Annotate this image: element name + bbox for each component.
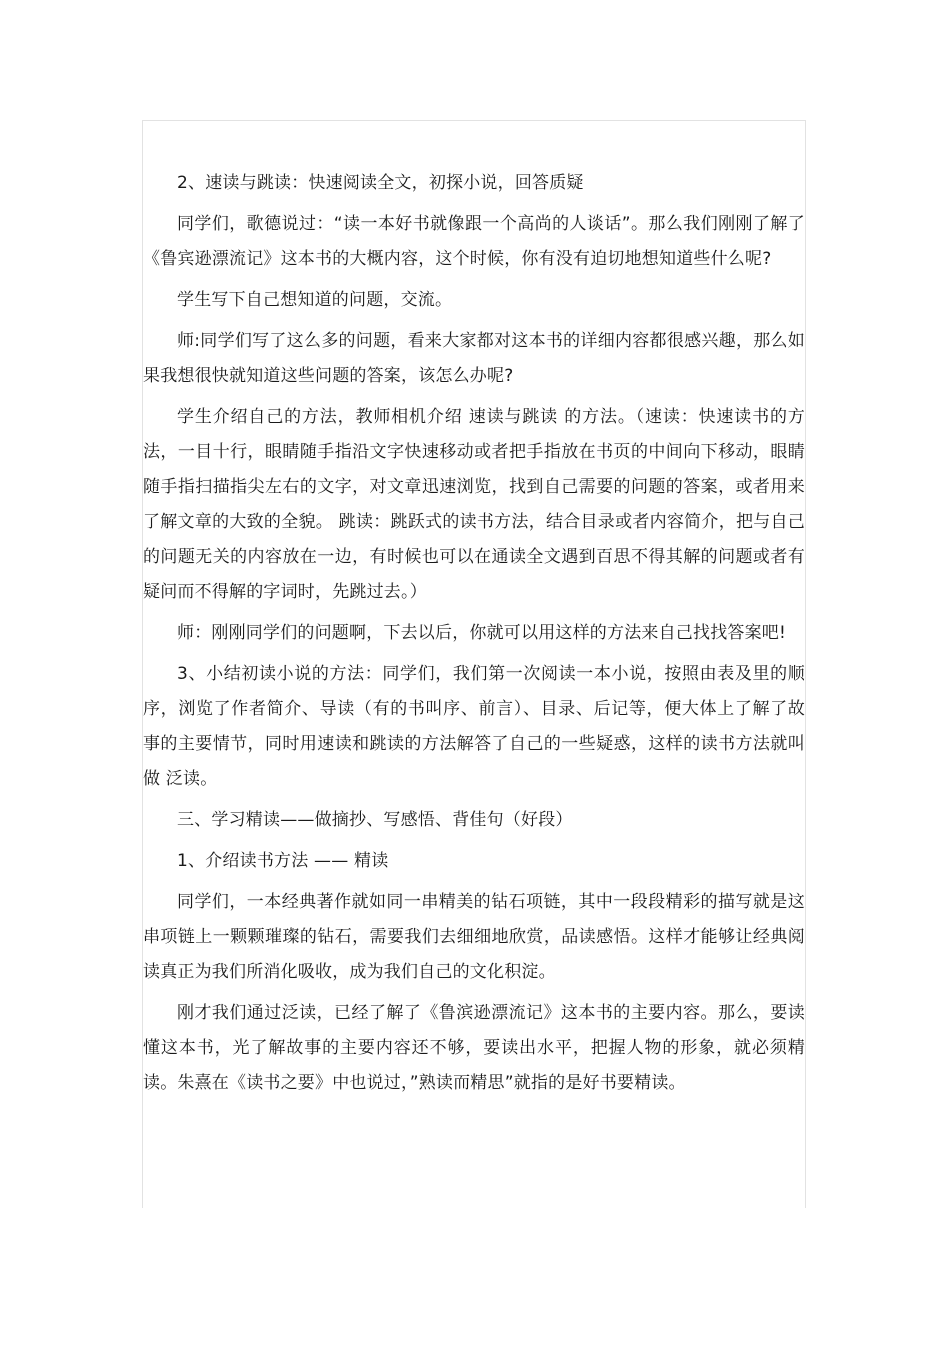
paragraph-teacher-answer: 师：刚刚同学们的问题啊，下去以后，你就可以用这样的方法来自己找找答案吧! xyxy=(177,623,787,643)
paragraph-diamond-necklace: 同学们，一本经典著作就如同一串精美的钻石项链，其中一段段精彩的描写就是这串项链上一颗颗璀璨的钻石，需要我们去细细地欣赏，品读感悟。这样才能够让经典阅读真正为我们所消化吸收，成为我们自己的文化积淀。 xyxy=(143,892,805,982)
paragraph-goethe-quote: 同学们，歌德说过：“读一本好书就像跟一个高尚的人谈话”。那么我们刚刚了解了《鲁宾逊漂流记》这本书的大概内容，这个时候，你有没有迫切地想知道些什么呢? xyxy=(143,214,805,269)
section-heading-intensive-reading: 三、学习精读——做摘抄、写感悟、背佳句（好段） xyxy=(177,810,573,830)
paragraph-method-intro: 学生介绍自己的方法，教师相机介绍 速读与跳读 的方法。（速读：快速读书的方法，一目十行，眼睛随手指沿文字快速移动或者把手指放在书页的中间向下移动，眼睛随手指扫描指尖左右的文字，对文章迅速浏览，找到自己需要的问题的答案，或者用来了解文章的大致的全貌。 跳读：跳跃式的读书方法，结合目录或者内容简介，把与自己的问题无关的内容放在一边，有时候也可以在通读全文遇到百思不得其解的问题或者有疑问而不得解的字词时，先跳过去。） xyxy=(143,407,805,602)
paragraph-summary-skim: 3、小结初读小说的方法：同学们，我们第一次阅读一本小说，按照由表及里的顺序，浏览了作者简介、导读（有的书叫序、前言）、目录、后记等，便大体上了解了故事的主要情节，同时用速读和跳读的方法解答了自己的一些疑惑，这样的读书方法就叫做 泛读。 xyxy=(143,664,805,789)
document-body xyxy=(143,166,805,1107)
paragraph-zhuxi-quote: 刚才我们通过泛读，已经了解了《鲁滨逊漂流记》这本书的主要内容。那么，要读懂这本书，光了解故事的主要内容还不够，要读出水平，把握人物的形象，就必须精读。朱熹在《读书之要》中也说过，”熟读而精思”就指的是好书要精读。 xyxy=(143,1003,805,1093)
subheading-intensive-method: 1、介绍读书方法 —— 精读 xyxy=(177,851,389,871)
section-heading-speed-reading: 2、速读与跳读：快速阅读全文，初探小说，回答质疑 xyxy=(177,173,584,193)
paragraph-teacher-question: 师:同学们写了这么多的问题，看来大家都对这本书的详细内容都很感兴趣，那么如果我想很快就知道这些问题的答案，该怎么办呢? xyxy=(143,331,805,386)
paragraph-students-write: 学生写下自己想知道的问题，交流。 xyxy=(177,290,453,310)
